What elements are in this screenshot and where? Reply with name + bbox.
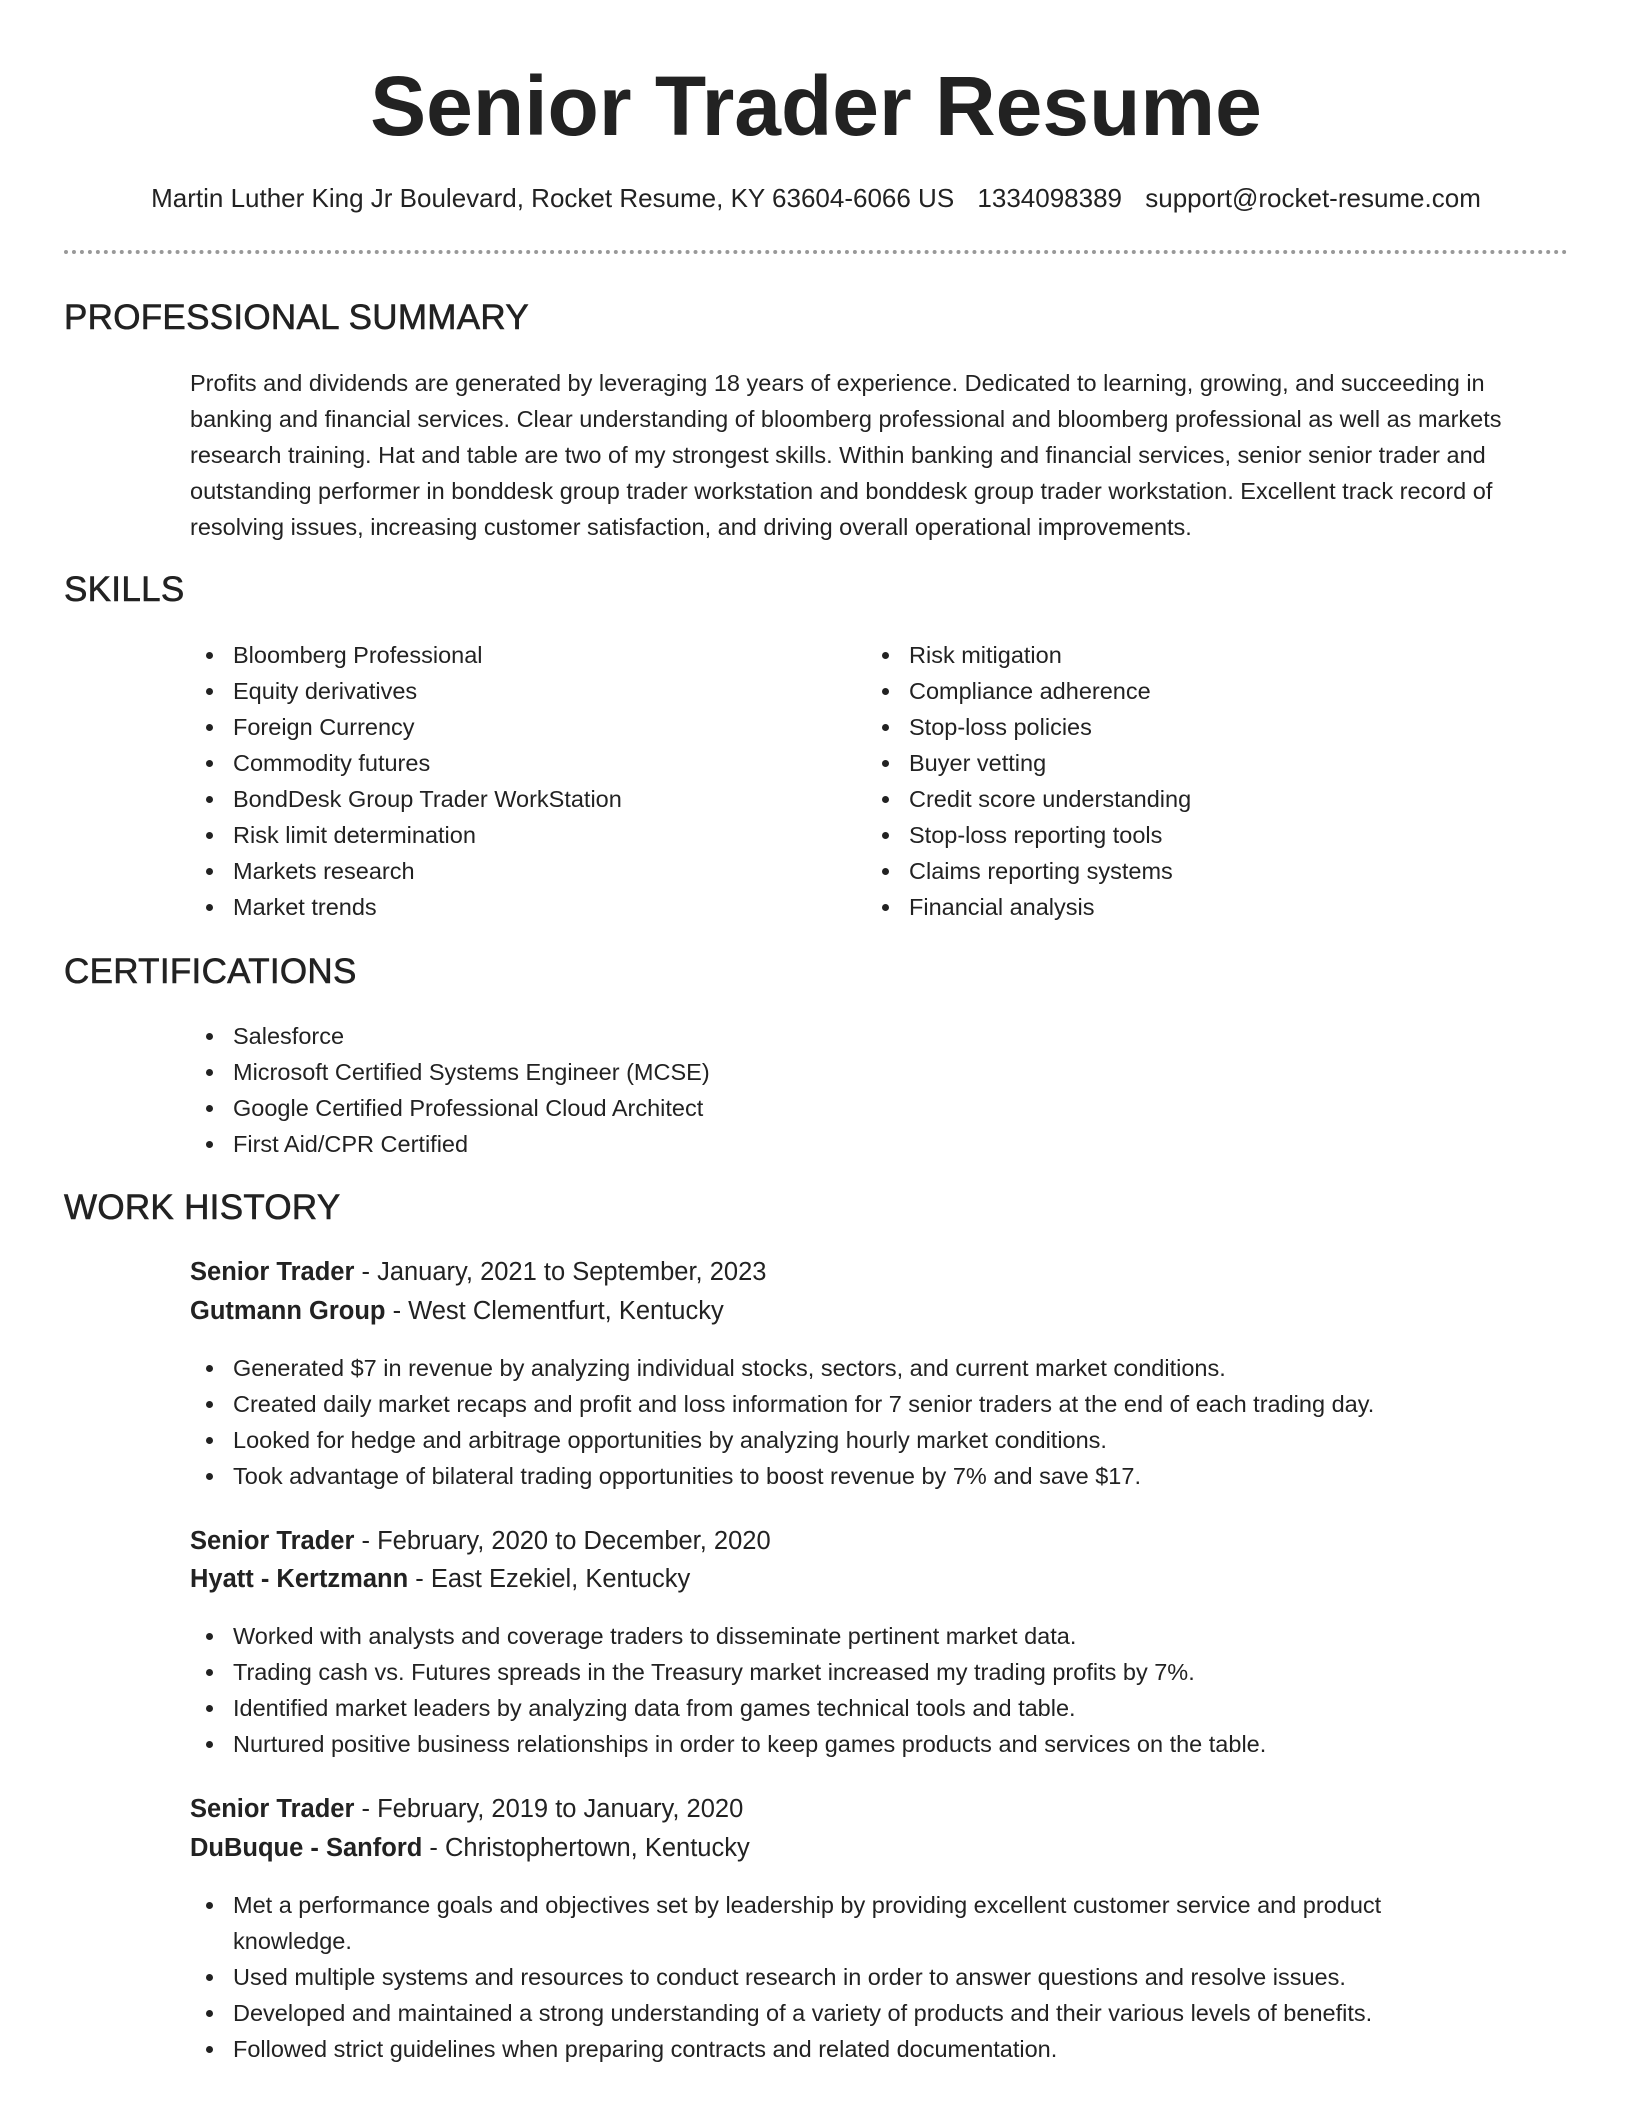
contact-line [0, 180, 1632, 216]
job-company: DuBuque - Sanford [190, 1834, 423, 1862]
work-history-heading: WORK HISTORY [64, 1188, 341, 1227]
list-item: Market trends [190, 889, 830, 925]
certifications-heading: CERTIFICATIONS [64, 952, 357, 991]
list-item: Markets research [190, 853, 830, 889]
list-item: Created daily market recaps and profit and loss information for 7 senior traders at the end of each trading day. [190, 1386, 1570, 1422]
job-company-line [190, 1292, 724, 1330]
job-title: Senior Trader [190, 1258, 355, 1286]
list-item: Trading cash vs. Futures spreads in the Treasury market increased my trading profits by 7%. [190, 1654, 1570, 1690]
job-title-line [190, 1253, 766, 1291]
job-bullets [190, 1887, 1490, 2067]
job-dates: - February, 2019 to January, 2020 [354, 1795, 744, 1823]
list-item: Took advantage of bilateral trading opportunities to boost revenue by 7% and save $17. [190, 1458, 1570, 1494]
list-item: First Aid/CPR Certified [190, 1126, 1490, 1162]
job-title-line [190, 1790, 743, 1828]
job-dates: - January, 2021 to September, 2023 [354, 1258, 767, 1286]
list-item: Equity derivatives [190, 673, 830, 709]
list-item: Met a performance goals and objectives set by leadership by providing excellent customer service and product knowledge. [190, 1887, 1490, 1959]
list-item: Used multiple systems and resources to conduct research in order to answer questions and resolve issues. [190, 1959, 1490, 1995]
list-item: BondDesk Group Trader WorkStation [190, 781, 830, 817]
skills-heading: SKILLS [64, 570, 185, 609]
summary-text: Profits and dividends are generated by leveraging 18 years of experience. Dedicated to learning, growing, and succeeding in banking and financial services. Clear understanding of bloomberg professional and bloomberg professional as well as markets research training. Hat and table are two of my strongest skills. Within banking and financial services, senior senior trader and outstanding performer in bonddesk group trader workstation and bonddesk group trader workstation. Excellent track record of resolving issues, increasing customer satisfaction, and driving overall operational improvements. [190, 370, 1502, 540]
job-company-line [190, 1829, 750, 1867]
list-item: Bloomberg Professional [190, 637, 830, 673]
job-title-line [190, 1522, 771, 1560]
job-bullets [190, 1618, 1570, 1762]
list-item: Worked with analysts and coverage traders to disseminate pertinent market data. [190, 1618, 1570, 1654]
job-title: Senior Trader [190, 1795, 355, 1823]
list-item: Stop-loss policies [866, 709, 1506, 745]
certifications-list [190, 1018, 1490, 1162]
list-item: Compliance adherence [866, 673, 1506, 709]
list-item: Risk limit determination [190, 817, 830, 853]
resume-title: Senior Trader Resume [370, 59, 1262, 153]
job-bullets [190, 1350, 1570, 1494]
list-item: Stop-loss reporting tools [866, 817, 1506, 853]
job-location: - East Ezekiel, Kentucky [408, 1565, 691, 1593]
header-divider [64, 250, 1568, 254]
list-item: Buyer vetting [866, 745, 1506, 781]
list-item: Risk mitigation [866, 637, 1506, 673]
list-item: Claims reporting systems [866, 853, 1506, 889]
list-item: Identified market leaders by analyzing data from games technical tools and table. [190, 1690, 1570, 1726]
summary-heading: PROFESSIONAL SUMMARY [64, 298, 529, 337]
job-location: - West Clementfurt, Kentucky [385, 1297, 724, 1325]
list-item: Nurtured positive business relationships in order to keep games products and services on the table. [190, 1726, 1570, 1762]
job-company-line [190, 1560, 690, 1598]
job-company: Gutmann Group [190, 1297, 386, 1325]
list-item: Credit score understanding [866, 781, 1506, 817]
list-item: Developed and maintained a strong understanding of a variety of products and their various levels of benefits. [190, 1995, 1490, 2031]
list-item: Followed strict guidelines when preparing contracts and related documentation. [190, 2031, 1490, 2067]
list-item: Looked for hedge and arbitrage opportunities by analyzing hourly market conditions. [190, 1422, 1570, 1458]
job-location: - Christophertown, Kentucky [422, 1834, 750, 1862]
list-item: Microsoft Certified Systems Engineer (MCSE) [190, 1054, 1490, 1090]
job-dates: - February, 2020 to December, 2020 [354, 1527, 771, 1555]
list-item: Google Certified Professional Cloud Architect [190, 1090, 1490, 1126]
skills-list-left [190, 637, 830, 925]
list-item: Foreign Currency [190, 709, 830, 745]
list-item: Generated $7 in revenue by analyzing individual stocks, sectors, and current market conditions. [190, 1350, 1570, 1386]
list-item: Financial analysis [866, 889, 1506, 925]
contact-phone: 1334098389 [977, 183, 1123, 213]
job-title: Senior Trader [190, 1527, 355, 1555]
list-item: Commodity futures [190, 745, 830, 781]
contact-email: support@rocket-resume.com [1145, 183, 1481, 213]
job-company: Hyatt - Kertzmann [190, 1565, 409, 1593]
contact-address: Martin Luther King Jr Boulevard, Rocket Resume, KY 63604-6066 US [151, 183, 955, 213]
list-item: Salesforce [190, 1018, 1490, 1054]
skills-list-right [866, 637, 1506, 925]
